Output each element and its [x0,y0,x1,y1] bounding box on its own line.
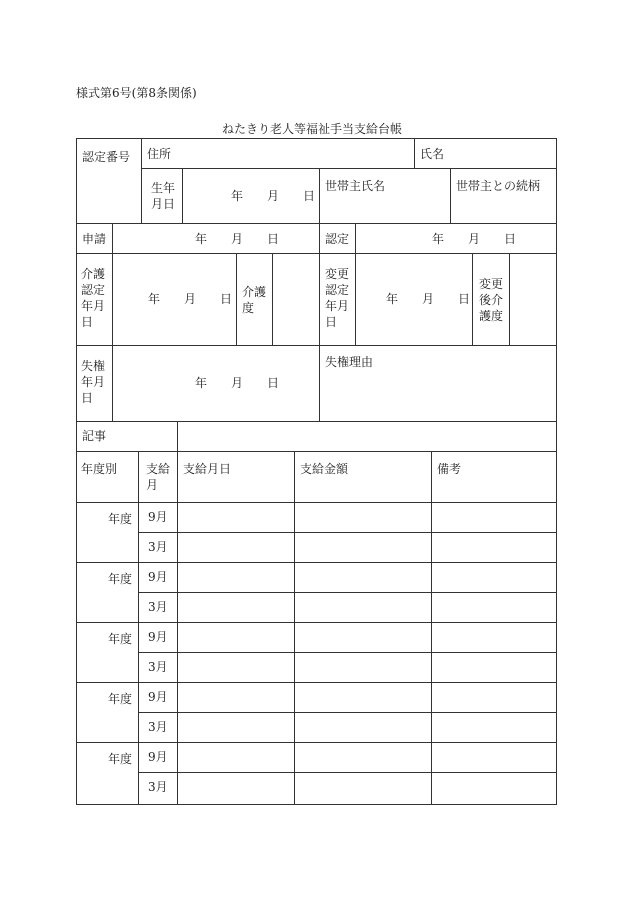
application-date: 年 月 日 [195,232,280,246]
care-cert-date-label: 介護認定年月日 [81,267,106,329]
month-label: 9月 [148,630,168,644]
name-label: 氏名 [420,147,445,161]
fiscal-year-label: 年度 [108,692,133,706]
month-label: 9月 [148,690,168,704]
month-label: 3月 [148,600,168,614]
change-cert-date-label: 変更認定年月日 [325,267,350,329]
loss-reason-label: 失権理由 [325,355,374,369]
month-label: 9月 [148,570,168,584]
address-label: 住所 [147,147,172,161]
care-cert-date-value: 年 月 日 [148,292,233,306]
month-label: 3月 [148,660,168,674]
care-level-label: 介護度 [242,285,267,315]
month-label: 3月 [148,780,168,794]
cert-number-label: 認定番号 [82,150,131,164]
certification-label: 認定 [325,232,350,246]
fiscal-year-label: 年度 [108,512,133,526]
col-remarks: 備考 [437,462,462,476]
col-fiscal-year: 年度別 [81,462,118,476]
birth-date-value: 年 月 日 [231,189,316,203]
col-payment-amount: 支給金額 [300,462,349,476]
birth-date-label: 生年月日 [151,181,176,211]
householder-relation-label: 世帯主との続柄 [456,179,541,193]
loss-date-value: 年 月 日 [195,376,280,390]
notes-label: 記事 [82,429,107,443]
loss-date-label: 失権年月日 [81,359,106,405]
change-cert-date-value: 年 月 日 [386,292,471,306]
fiscal-year-label: 年度 [108,632,133,646]
month-label: 3月 [148,540,168,554]
certification-date: 年 月 日 [432,232,517,246]
changed-care-level-label: 変更後介護度 [479,277,504,323]
householder-name-label: 世帯主氏名 [325,179,386,193]
month-label: 3月 [148,720,168,734]
col-payment-month: 支給月 [146,462,171,492]
col-payment-date: 支給月日 [183,462,232,476]
form-number: 様式第6号(第8条関係) [76,86,197,100]
fiscal-year-label: 年度 [108,752,133,766]
month-label: 9月 [148,510,168,524]
application-label: 申請 [82,232,107,246]
month-label: 9月 [148,750,168,764]
ledger-title: ねたきり老人等福祉手当支給台帳 [222,122,403,136]
fiscal-year-label: 年度 [108,572,133,586]
